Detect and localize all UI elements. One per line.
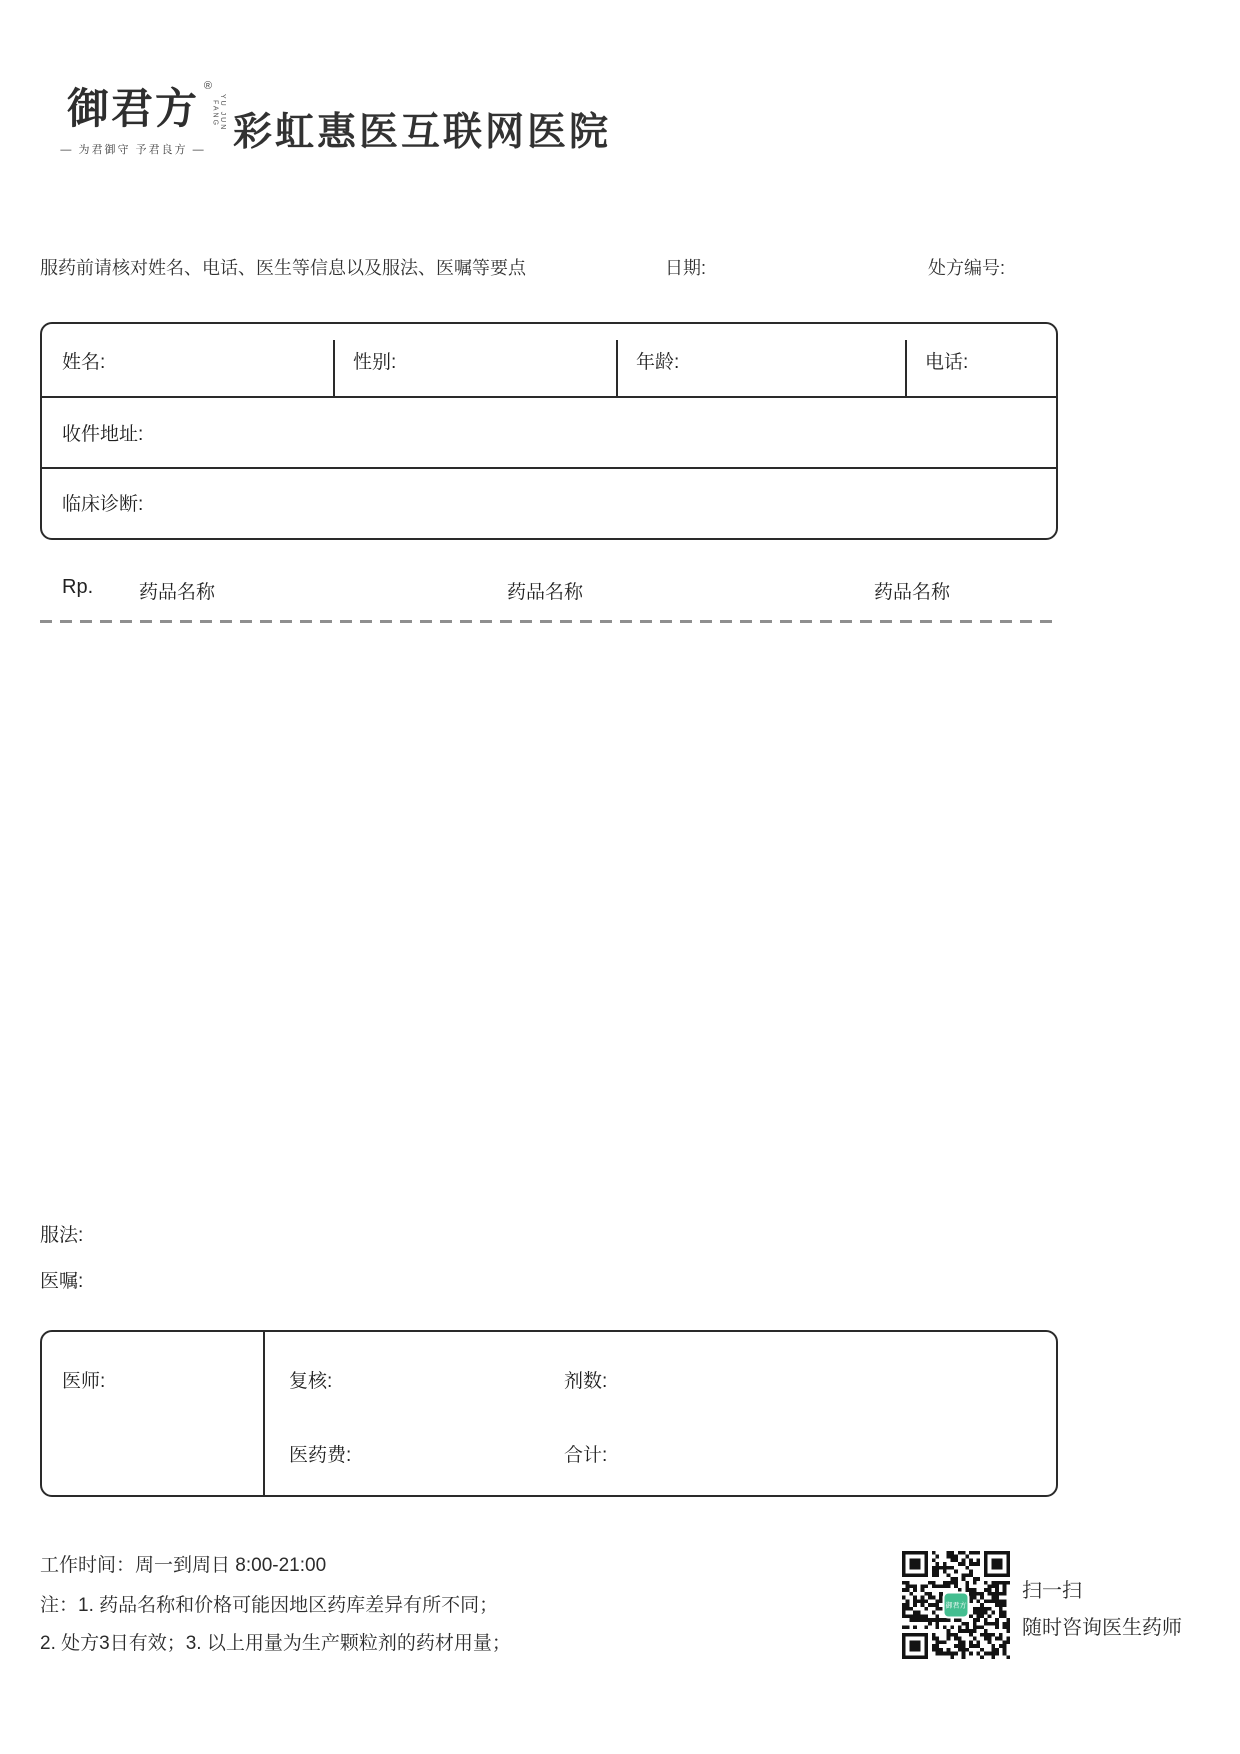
patient-diagnosis-label: 临床诊断:	[62, 494, 144, 515]
dashed-divider	[40, 620, 1054, 623]
patient-address-field	[42, 398, 1056, 469]
divider	[616, 340, 618, 396]
patient-name-label: 姓名:	[62, 351, 106, 373]
divider	[333, 340, 335, 396]
brand-logo-text: 御君方	[66, 84, 199, 133]
signoff-details	[265, 1332, 1056, 1495]
scan-subtext: 随时咨询医生药师	[1022, 1617, 1182, 1639]
hospital-title: 彩虹惠医互联网医院	[233, 111, 612, 154]
usage-label: 服法:	[40, 1225, 84, 1246]
advice-label: 医嘱:	[40, 1271, 84, 1292]
divider	[905, 340, 907, 396]
brand-logo	[58, 80, 226, 157]
brand-logo-wordmark	[66, 80, 226, 133]
drug-column-header-3: 药品名称	[874, 582, 951, 603]
patient-gender-field	[333, 324, 616, 396]
signoff-box	[40, 1330, 1058, 1497]
rp-label: Rp.	[62, 576, 94, 598]
patient-age-field	[616, 324, 905, 396]
patient-phone-label: 电话:	[925, 351, 969, 373]
medicine-fee-label: 医药费:	[289, 1445, 352, 1466]
patient-age-label: 年龄:	[636, 351, 680, 373]
patient-diagnosis-field	[42, 469, 1056, 536]
patient-info-box	[40, 322, 1058, 540]
review-label: 复核:	[289, 1371, 333, 1392]
patient-address-label: 收件地址:	[62, 424, 144, 445]
registered-trademark-icon: ®	[203, 80, 214, 92]
dose-count-label: 剂数:	[564, 1371, 608, 1392]
date-label: 日期:	[665, 258, 707, 278]
footer-note-line2: 2. 处方3日有效；3. 以上用量为生产颗粒剂的药材用量；	[40, 1633, 511, 1654]
patient-name-field	[42, 324, 333, 396]
qr-code	[902, 1551, 1010, 1659]
total-label: 合计:	[564, 1445, 608, 1466]
drug-column-header-1: 药品名称	[139, 582, 216, 603]
brand-logo-pinyin: YU JUN FANG	[211, 94, 226, 132]
patient-gender-label: 性别:	[353, 351, 397, 373]
patient-row-basic	[42, 324, 1056, 398]
verification-notice: 服药前请核对姓名、电话、医生等信息以及服法、医嘱等要点	[40, 258, 526, 278]
physician-field	[42, 1332, 265, 1495]
qr-center-label: 御君方	[945, 1602, 967, 1609]
physician-label: 医师:	[62, 1371, 106, 1392]
patient-phone-field	[905, 324, 1056, 396]
brand-tagline: — 为君御守 予君良方 —	[60, 144, 206, 157]
footer-note-line1: 注：1. 药品名称和价格可能因地区药库差异有所不同；	[40, 1595, 499, 1616]
scan-label: 扫一扫	[1022, 1580, 1082, 1602]
qr-center-logo	[943, 1592, 970, 1619]
drug-column-header-2: 药品名称	[507, 582, 584, 603]
rx-number-label: 处方编号:	[928, 258, 1006, 278]
work-hours-text: 工作时间：周一到周日 8:00-21:00	[40, 1555, 327, 1576]
